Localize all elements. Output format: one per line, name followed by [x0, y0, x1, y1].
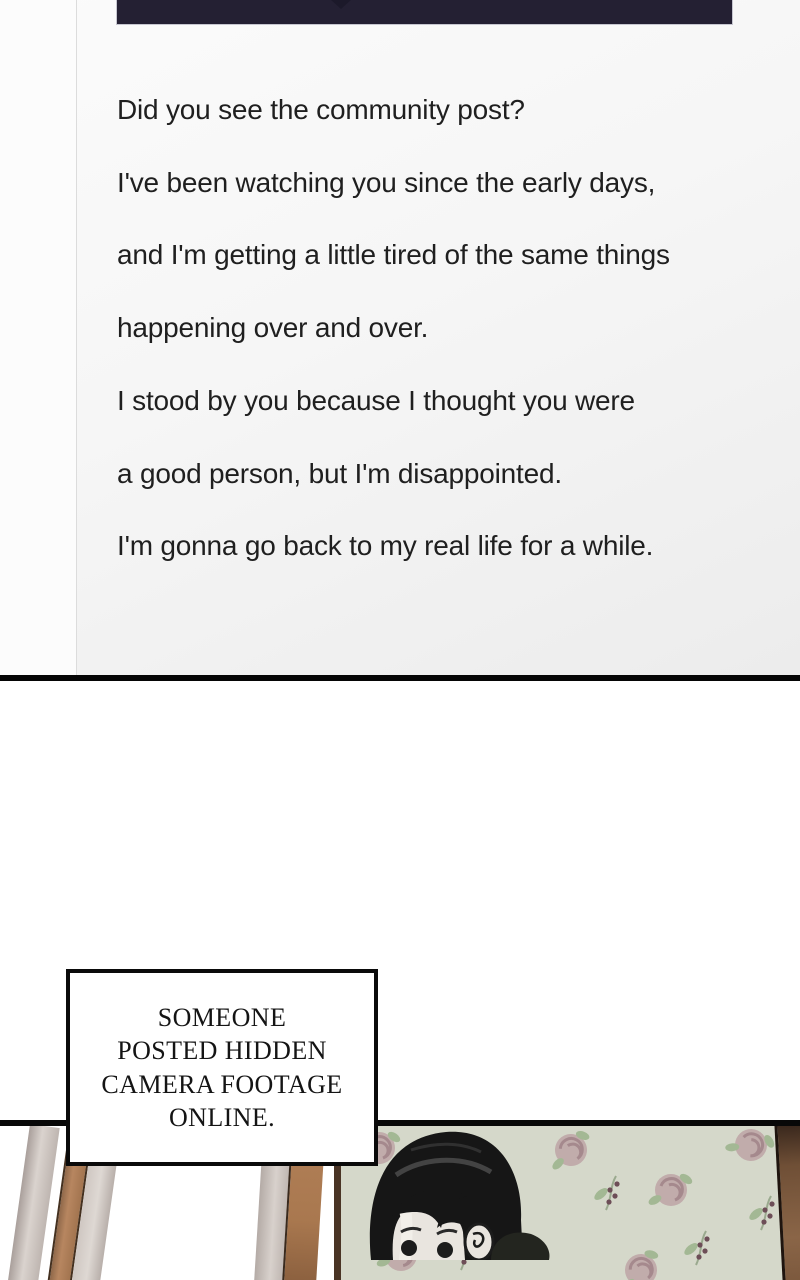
- caption-line: SOMEONE: [157, 1002, 287, 1032]
- message-line: I'm gonna go back to my real life for a while.: [117, 530, 654, 562]
- page-edge-strip: [0, 0, 77, 675]
- dark-screen-bar: [116, 0, 733, 25]
- message-line: a good person, but I'm disappointed.: [117, 457, 562, 489]
- chevron-down-icon: [331, 0, 351, 9]
- caption-line: POSTED HIDDEN: [117, 1036, 327, 1065]
- message-text-block: [117, 74, 670, 583]
- message-line: I've been watching you since the early days,: [117, 166, 656, 198]
- message-line: I stood by you because I thought you were: [117, 384, 635, 416]
- narration-caption: [66, 969, 378, 1166]
- message-line: happening over and over.: [117, 312, 429, 344]
- panel-divider: [0, 675, 800, 681]
- message-line: Did you see the community post?: [117, 94, 525, 125]
- caption-line: ONLINE.: [168, 1103, 276, 1132]
- floral-wallpaper: [334, 1120, 800, 1280]
- caption-line: CAMERA FOOTAGE: [101, 1069, 343, 1099]
- message-line: and I'm getting a little tired of the same things: [117, 239, 670, 271]
